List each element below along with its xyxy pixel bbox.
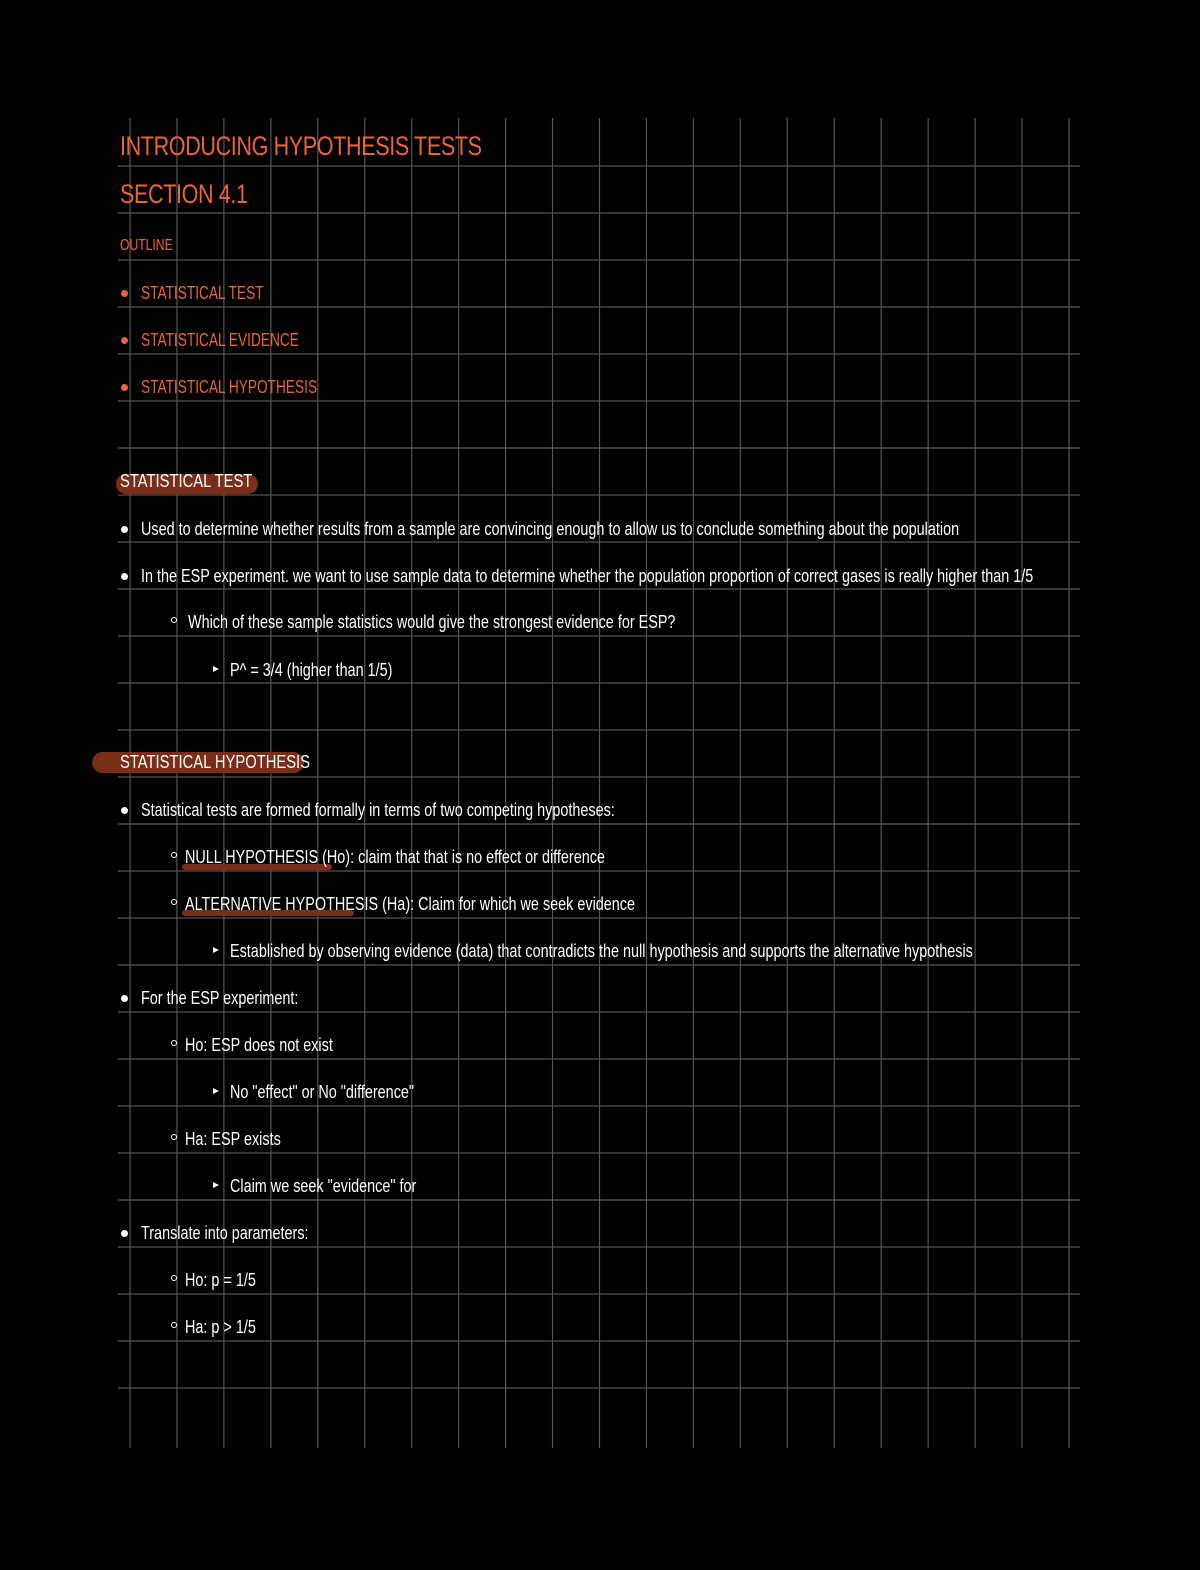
triangle-bullet-icon — [213, 947, 219, 953]
list-item: Ho: ESP does not exist — [185, 1035, 333, 1055]
list-item-alternative-hypothesis — [185, 895, 635, 913]
bullet-icon — [121, 384, 128, 391]
list-item: Used to determine whether results from a sample are convincing enough to allow us to conclude something about the population — [141, 519, 960, 539]
list-item: Ha: p > 1/5 — [185, 1317, 256, 1337]
sub-bullet-icon — [171, 1275, 177, 1281]
list-item: No "effect" or No "difference" — [230, 1082, 415, 1102]
sub-bullet-icon — [171, 1134, 177, 1140]
bullet-icon — [121, 807, 128, 814]
sub-bullet-icon — [171, 1040, 177, 1046]
sub-bullet-icon — [171, 1322, 177, 1328]
outline-heading: OUTLINE — [120, 237, 173, 254]
list-item: For the ESP experiment: — [141, 988, 299, 1008]
section-heading-statistical-hypothesis: STATISTICAL HYPOTHESIS — [120, 752, 311, 772]
outline-item: STATISTICAL TEST — [141, 283, 264, 303]
bullet-icon — [121, 995, 128, 1002]
sub-bullet-icon — [171, 617, 177, 623]
list-item: Ha: ESP exists — [185, 1129, 281, 1149]
list-item: Ho: p = 1/5 — [185, 1270, 256, 1290]
list-item: In the ESP experiment. we want to use sample data to determine whether the population proportion of correct gases is really higher than 1/5 — [141, 566, 1034, 586]
outline-item: STATISTICAL HYPOTHESIS — [141, 377, 318, 397]
list-item: Translate into parameters: — [141, 1223, 309, 1243]
sub-bullet-icon — [171, 852, 177, 858]
sub-bullet-icon — [171, 899, 177, 905]
list-item: Claim we seek "evidence" for — [230, 1176, 417, 1196]
list-item: Which of these sample statistics would give the strongest evidence for ESP? — [188, 612, 676, 632]
bullet-icon — [121, 1230, 128, 1237]
section-heading-statistical-test: STATISTICAL TEST — [120, 471, 253, 491]
triangle-bullet-icon — [213, 666, 219, 672]
list-item-null-hypothesis — [185, 848, 605, 866]
bullet-icon — [121, 526, 128, 533]
outline-item: STATISTICAL EVIDENCE — [141, 330, 299, 350]
null-hypothesis-definition: : claim that that is no effect or difference — [350, 847, 605, 867]
page-title: INTRODUCING HYPOTHESIS TESTS — [120, 131, 482, 161]
bullet-icon — [121, 573, 128, 580]
alternative-hypothesis-term: ALTERNATIVE HYPOTHESIS — [185, 894, 379, 914]
bullet-icon — [121, 337, 128, 344]
list-item: P^ = 3/4 (higher than 1/5) — [230, 660, 393, 680]
section-label: SECTION 4.1 — [120, 179, 248, 209]
bullet-icon — [121, 290, 128, 297]
list-item: Established by observing evidence (data) that contradicts the null hypothesis and supports the alternative hypothesis — [230, 941, 973, 961]
list-item: Statistical tests are formed formally in terms of two competing hypotheses: — [141, 800, 615, 820]
alternative-hypothesis-definition: (Ha): Claim for which we seek evidence — [378, 894, 636, 914]
null-hypothesis-term: NULL HYPOTHESIS (Ho) — [185, 847, 351, 867]
triangle-bullet-icon — [213, 1088, 219, 1094]
triangle-bullet-icon — [213, 1182, 219, 1188]
